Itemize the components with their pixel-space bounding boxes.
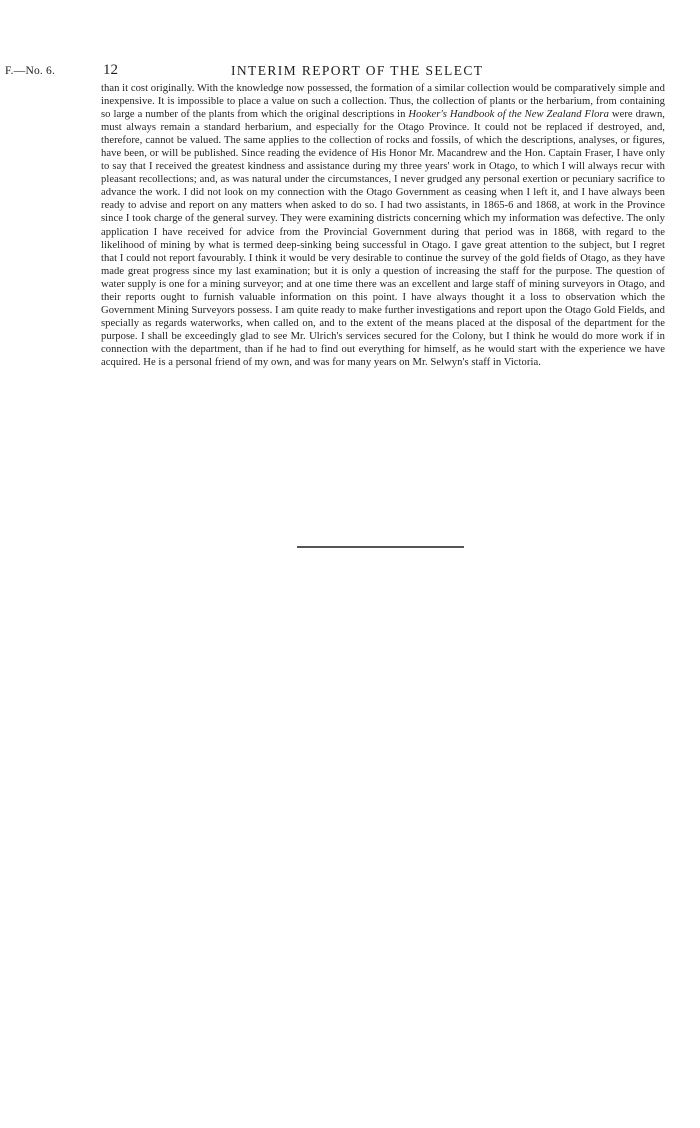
page-number: 12 [103,62,118,78]
book-title: Hooker's Handbook of the New Zealand Flora [408,109,609,121]
document-reference: F.—No. 6. [5,65,56,77]
running-title: INTERIM REPORT OF THE SELECT [231,63,484,78]
paragraph-text-part-1: than it cost originally. With the knowledge now possessed, the formation of a similar collection would be comparatively simple and inexpensive. It is impossible to place a value on such a collection. Thus, the collection of plants or the herbarium, from containing so large a number of the plants from which the original descriptions in [101,83,665,121]
page-header [0,62,700,84]
body-paragraph [101,82,665,369]
paragraph-text-part-2: were drawn, must always remain a standard herbarium, and especially for the Otago Province. It could not be replaced if destroyed, and, therefore, cannot be valued. The same applies to the collection of rocks and fossils, of which the descriptions, analyses, or figures, have been, or will be published. Since reading the evidence of His Honor Mr. Macandrew and the Hon. Captain Fraser, I have only to say that I received the greatest kindness and assistance during my three years' work in Otago, to which I will always recur with pleasant recollections; and, as was natural under the circumstances, I never grudged any personal exertion or pecuniary sacrifice to advance the work. I did not look on my connection with the Otago Government as ceasing when I left it, and I have always been ready to advise and report on any matters when asked to do so. I had two assistants, in 1865-6 and 1868, at work in the Province since I took charge of the general survey. They were examining districts concerning which my information was defective. The only application I have received for advice from the Provincial Government during that period was in 1868, with regard to the likelihood of mining by what is termed deep-sinking being successful in Otago. I gave great attention to the subject, but I regret that I could not report favourably. I think it would be very desirable to continue the survey of the gold fields of Otago, as they have made great progress since my last examination; but it is only a question of increasing the staff for the purpose. The question of water supply is one for a mining surveyor; and at one time there was an excellent and large staff of mining surveyors in Otago, and their reports ought to furnish valuable information on this point. I have always thought it a loss to observation which the Government Mining Surveyors possess. I am quite ready to make further investigations and report upon the Otago Gold Fields, and specially as regards waterworks, when called on, and to the extent of the means placed at the disposal of the department for the purpose. I shall be exceedingly glad to see Mr. Ulrich's services secured for the Colony, but I think he would do more work if in connection with the department, than if he had to find out everything for himself, as he would start with the experience we have acquired. He is a personal friend of my own, and was for many years on Mr. Selwyn's staff in Victoria. [101,109,666,368]
section-divider [297,546,464,548]
